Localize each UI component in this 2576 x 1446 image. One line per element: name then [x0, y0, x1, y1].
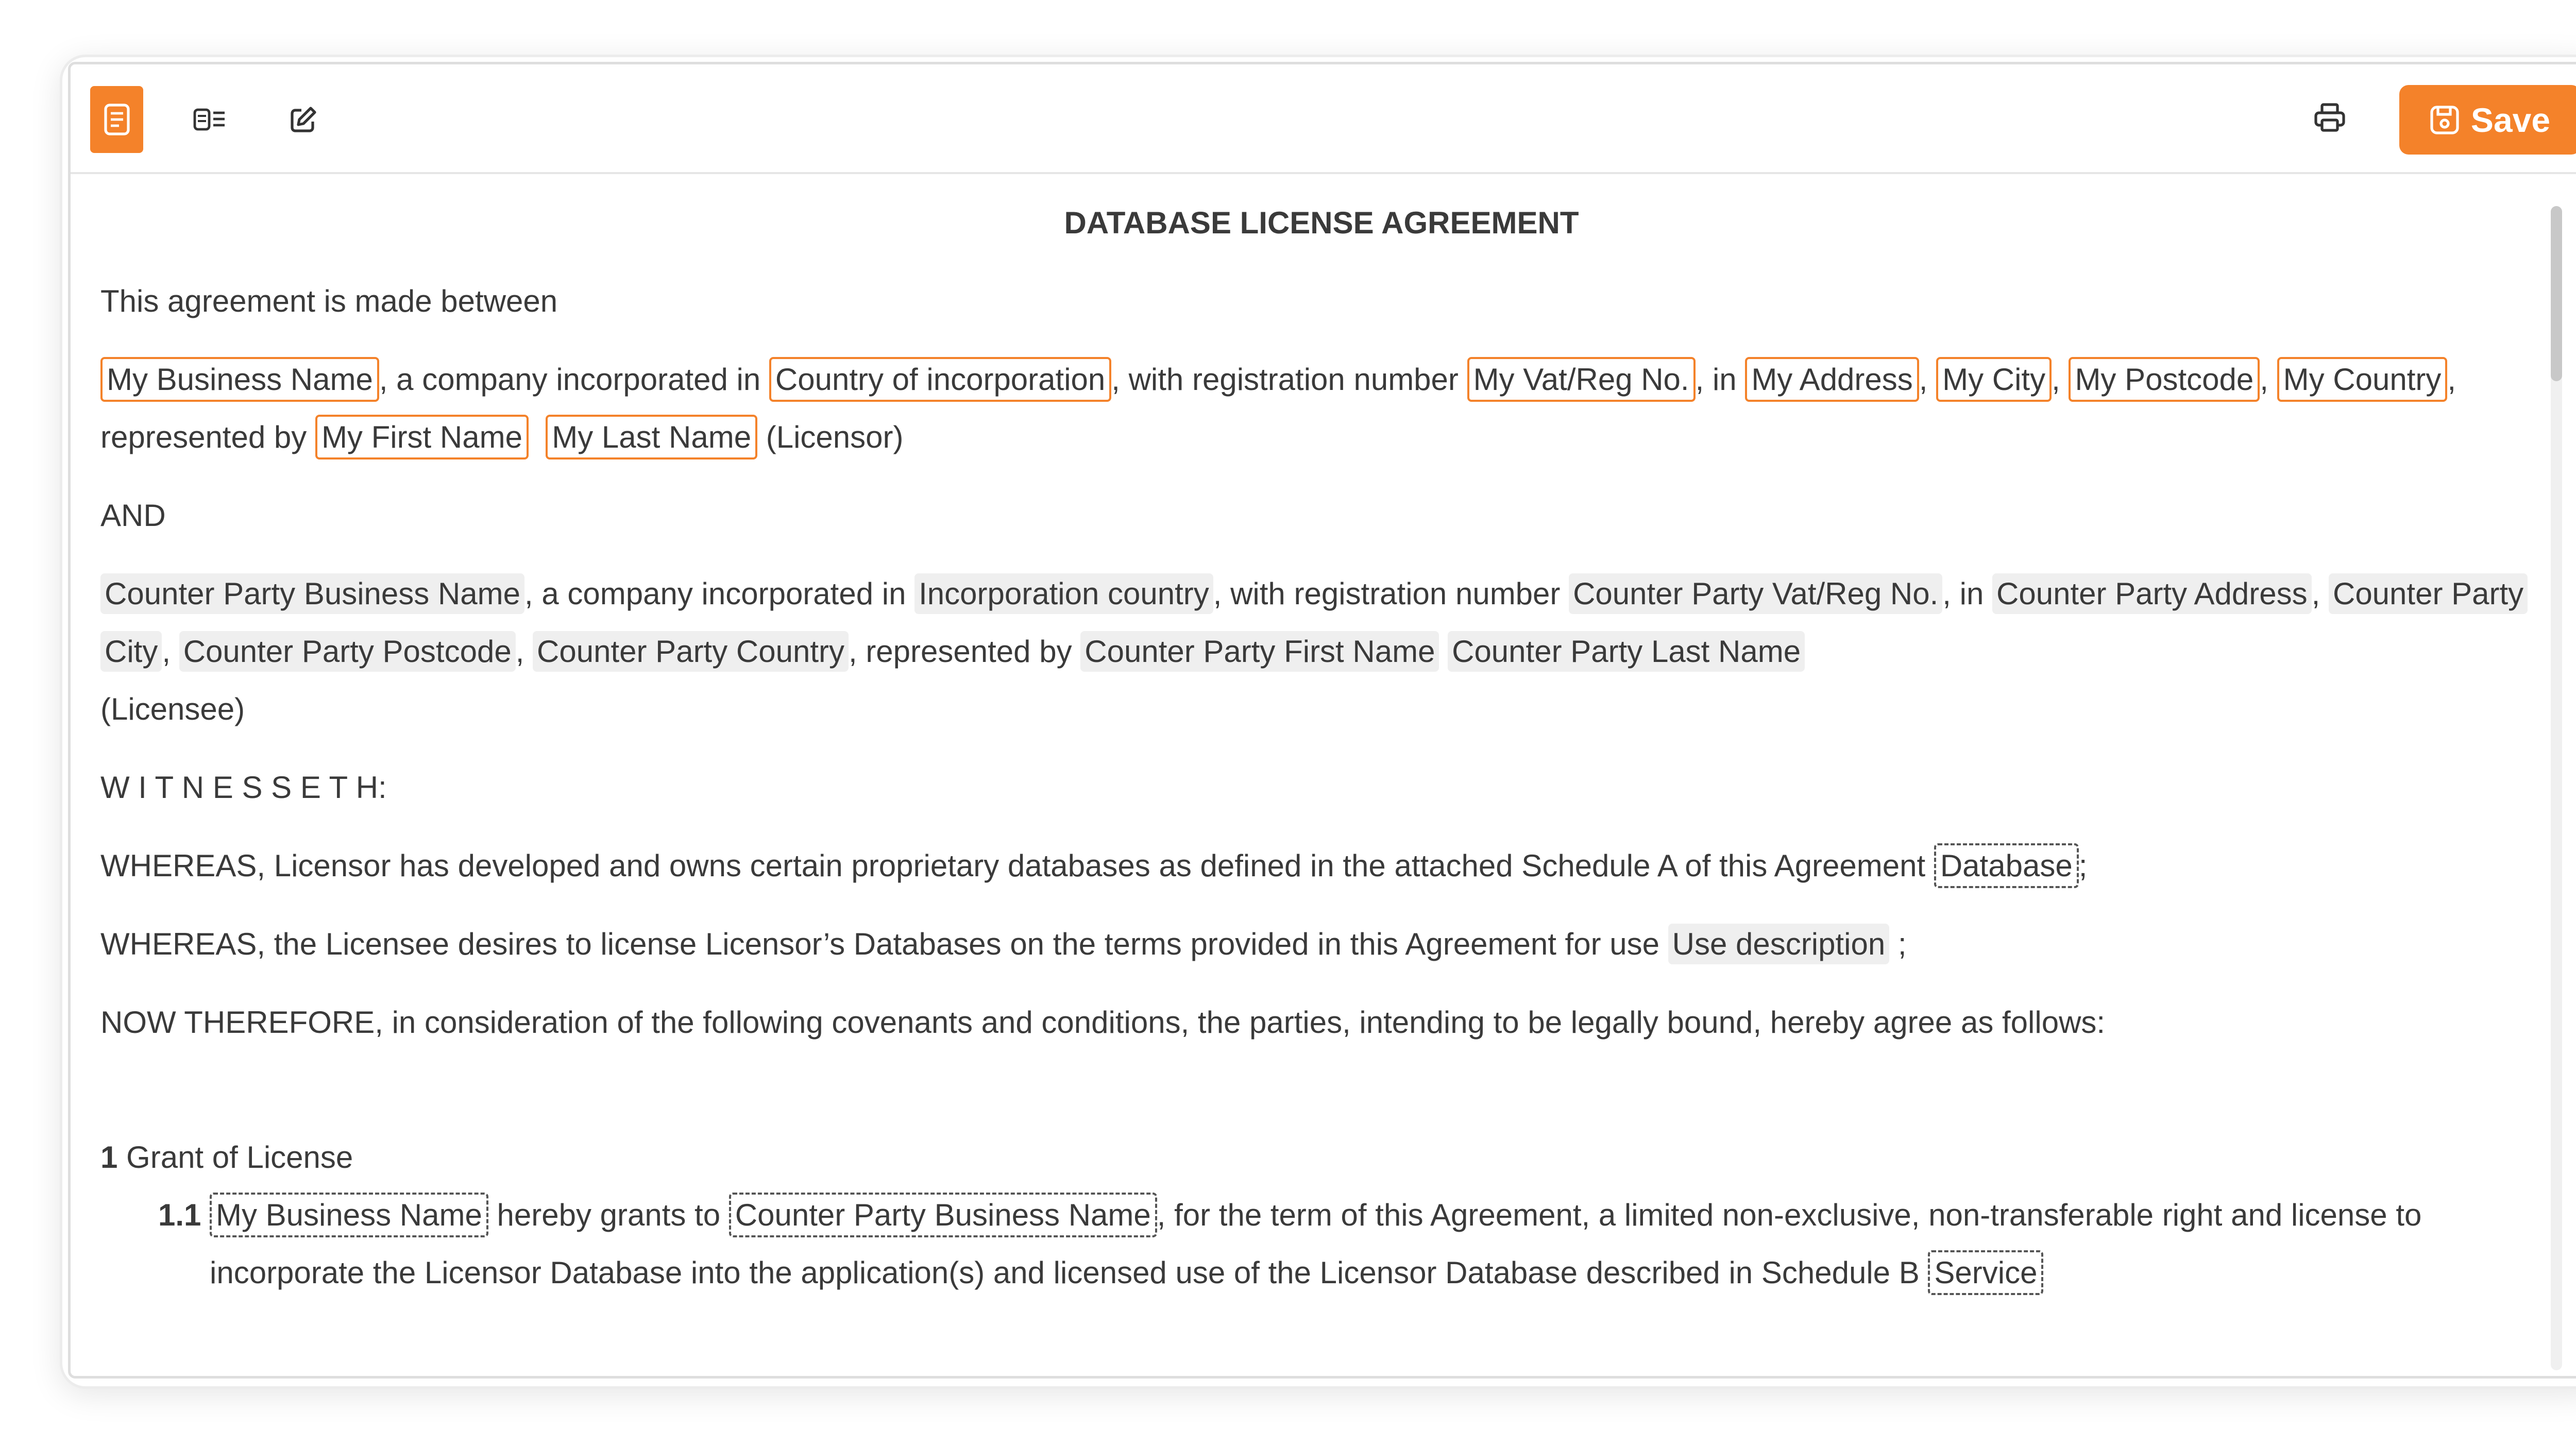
intro-paragraph: This agreement is made between: [100, 284, 558, 318]
clause-licensor-field[interactable]: My Business Name: [210, 1193, 488, 1237]
database-field[interactable]: Database: [1934, 843, 2079, 888]
licensee-last-name-field[interactable]: Counter Party Last Name: [1448, 631, 1805, 672]
use-description-field[interactable]: Use description: [1668, 924, 1890, 964]
save-button-label: Save: [2470, 100, 2551, 139]
clause-licensee-field[interactable]: Counter Party Business Name: [729, 1193, 1157, 1237]
licensor-country-field[interactable]: Country of incorporation: [769, 357, 1111, 402]
service-field[interactable]: Service: [1928, 1250, 2043, 1295]
toolbar: [71, 64, 2576, 174]
print-button[interactable]: [2307, 94, 2353, 141]
section-1-heading: [100, 1129, 2543, 1186]
licensee-vat-field[interactable]: Counter Party Vat/Reg No.: [1569, 573, 1942, 614]
licensee-address-field[interactable]: Counter Party Address: [1992, 573, 2312, 614]
licensee-postcode-field[interactable]: Counter Party Postcode: [179, 631, 516, 672]
clause-1-1-number: 1.1: [158, 1198, 201, 1232]
document-body: [100, 194, 2543, 1369]
save-button[interactable]: [2399, 85, 2576, 155]
and-label: AND: [100, 498, 166, 533]
licensee-city-field[interactable]: Counter Party City: [100, 573, 2528, 672]
licensor-address-field[interactable]: My Address: [1745, 357, 1919, 402]
licensee-country-field[interactable]: Incorporation country: [914, 573, 1213, 614]
section-1-number: 1: [100, 1140, 118, 1175]
whereas-paragraph-1: WHEREAS, Licensor has developed and owns certain proprietary databases as defined in the attached Schedule A of this Agreement Database ;: [100, 837, 2543, 895]
licensor-last-name-field[interactable]: My Last Name: [546, 415, 757, 460]
scrollbar-thumb[interactable]: [2551, 206, 2562, 381]
section-1-title: Grant of License: [117, 1140, 353, 1175]
licensor-business-name-field[interactable]: My Business Name: [100, 357, 379, 402]
document-icon: [104, 103, 130, 136]
printer-icon: [2314, 103, 2346, 132]
editor-panel: [68, 62, 2576, 1379]
licensor-city-field[interactable]: My City: [1936, 357, 2052, 402]
licensor-country-name-field[interactable]: My Country: [2277, 357, 2448, 402]
now-therefore-paragraph: NOW THEREFORE, in consideration of the following covenants and conditions, the parties, intending to be legally bound, hereby agree as follows:: [100, 1005, 2106, 1040]
vertical-scrollbar[interactable]: [2551, 206, 2562, 1370]
clause-1-1: 1.1 My Business Name hereby grants to Counter Party Business Name , for the term of this Agreement, a limited non-exclusive, non-transferable right and license to incorporate the Licensor Database into the application(s) and licensed use of the Licensor Database described in Schedule B Service: [100, 1186, 2543, 1302]
edit-mode-button[interactable]: [277, 86, 330, 153]
licensor-paragraph: My Business Name , a company incorporated in Country of incorporation , with registration number My Vat/Reg No. , in My Address , My City , My Postcode , My Country , represented by My First Name My Last Name (Licensor): [100, 351, 2543, 466]
licensee-first-name-field[interactable]: Counter Party First Name: [1080, 631, 1439, 672]
document-title: DATABASE LICENSE AGREEMENT: [1064, 206, 1579, 240]
whereas-paragraph-2: WHEREAS, the Licensee desires to license Licensor’s Databases on the terms provided in this Agreement for use Use description ;: [100, 915, 2543, 973]
licensor-first-name-field[interactable]: My First Name: [315, 415, 529, 460]
licensee-country-name-field[interactable]: Counter Party Country: [533, 631, 849, 672]
compare-view-button[interactable]: [183, 86, 236, 153]
licensee-paragraph: Counter Party Business Name , a company incorporated in Incorporation country , with registration number Counter Party Vat/Reg No. , in Counter Party Address , Counter Party City , Counter Party Postcode , Counter Party Country , represented by Counter Party First Name Counter Party Last Name (Licensee): [100, 565, 2543, 738]
edit-icon: [289, 105, 318, 134]
document-view-button[interactable]: [90, 86, 143, 153]
witnesseth-heading: W I T N E S S E T H:: [100, 770, 387, 805]
save-icon: [2430, 105, 2460, 135]
compare-icon: [193, 107, 227, 132]
licensee-business-name-field[interactable]: Counter Party Business Name: [100, 573, 524, 614]
licensor-postcode-field[interactable]: My Postcode: [2069, 357, 2260, 402]
licensor-vat-field[interactable]: My Vat/Reg No.: [1467, 357, 1696, 402]
